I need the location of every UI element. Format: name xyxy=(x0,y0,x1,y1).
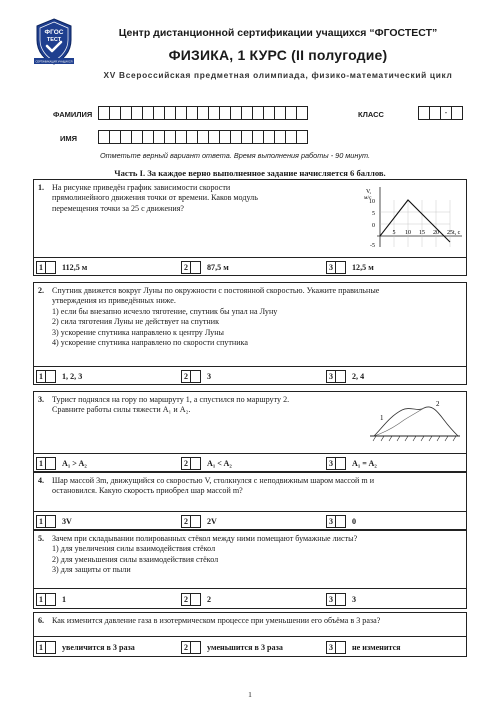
question-6-text: Как изменится давление газа в изотермическом процессе при уменьшении его объёма в 3 раза? xyxy=(52,616,381,625)
answer-checkbox[interactable] xyxy=(190,457,201,470)
class-cell[interactable] xyxy=(451,106,463,120)
answer-checkbox[interactable] xyxy=(45,641,56,654)
answer-checkbox[interactable] xyxy=(335,457,346,470)
svg-text:10: 10 xyxy=(369,199,375,205)
answer-1[interactable]: 1 1 xyxy=(36,592,66,606)
svg-text:5: 5 xyxy=(372,211,375,217)
question-1-text: На рисунке приведён график зависимости скорости прямолинейного движения точки от времени. Каков модуль перемещения точки за 25 с движения? xyxy=(52,183,258,213)
question-5-body xyxy=(34,531,466,589)
svg-text:5: 5 xyxy=(392,230,396,236)
letter-cell[interactable] xyxy=(296,130,308,144)
question-4-text: Шар массой 3m, движущийся со скоростью V, столкнулся с неподвижным шаром массой m и остановился. Какую скорость приобрел шар массой m? xyxy=(52,476,375,496)
question-1-body xyxy=(34,180,466,258)
svg-text:ТЕСТ: ТЕСТ xyxy=(46,37,62,43)
answer-checkbox[interactable] xyxy=(190,641,201,654)
question-5 xyxy=(33,530,467,609)
answer-2[interactable]: 2 2V xyxy=(181,514,217,528)
answer-1[interactable]: 1 112,5 м xyxy=(36,260,87,274)
question-4 xyxy=(33,472,467,530)
page-number: 1 xyxy=(248,690,252,699)
answer-checkbox[interactable] xyxy=(45,457,56,470)
svg-text:15: 15 xyxy=(419,230,425,236)
answer-checkbox[interactable] xyxy=(190,515,201,528)
class-cells[interactable] xyxy=(418,106,462,120)
question-3-body xyxy=(34,392,466,454)
svg-text:0: 0 xyxy=(372,223,375,229)
svg-text:25: 25 xyxy=(447,230,453,236)
answer-1[interactable]: 1 1, 2, 3 xyxy=(36,369,82,383)
answer-checkbox[interactable] xyxy=(45,370,56,383)
answer-3[interactable]: 3 12,5 м xyxy=(326,260,374,274)
answer-1[interactable]: 1 3V xyxy=(36,514,72,528)
svg-text:2: 2 xyxy=(436,400,440,408)
question-number: 5. xyxy=(38,534,45,543)
answer-checkbox[interactable] xyxy=(45,261,56,274)
mountain-routes-diagram xyxy=(368,398,462,446)
question-2-body xyxy=(34,283,466,367)
question-3 xyxy=(33,391,467,472)
class-dash: - xyxy=(440,106,452,120)
answer-checkbox[interactable] xyxy=(190,593,201,606)
answer-checkbox[interactable] xyxy=(335,261,346,274)
instruction-text: Отметьте верный вариант ответа. Время выполнения работы - 90 минут. xyxy=(100,151,371,160)
subject-title: ФИЗИКА, 1 КУРС (II полугодие) xyxy=(168,47,388,63)
class-label: КЛАСС xyxy=(358,110,384,119)
question-3-text: Турист поднялся на гору по маршруту 1, а спустился по маршруту 2. Сравните работы силы тяжести A₁ и A₂. xyxy=(52,395,290,415)
answer-1[interactable]: 1 A₁ > A₂ xyxy=(36,456,87,470)
answer-checkbox[interactable] xyxy=(335,593,346,606)
svg-text:м/с: м/с xyxy=(364,195,372,201)
question-1 xyxy=(33,179,467,276)
olympiad-subtitle: XV Всероссийская предметная олимпиада, физико-математический цикл xyxy=(103,70,453,80)
question-number: 2. xyxy=(38,286,45,295)
answer-checkbox[interactable] xyxy=(335,641,346,654)
answer-2[interactable]: 2 3 xyxy=(181,369,211,383)
question-6 xyxy=(33,612,467,657)
velocity-time-graph xyxy=(360,184,466,250)
answer-checkbox[interactable] xyxy=(45,515,56,528)
answer-checkbox[interactable] xyxy=(45,593,56,606)
answer-2[interactable]: 2 уменьшится в 3 раза xyxy=(181,640,283,654)
svg-text:1: 1 xyxy=(380,414,384,422)
question-4-body xyxy=(34,473,466,512)
answer-3[interactable]: 3 2, 4 xyxy=(326,369,364,383)
svg-text:20: 20 xyxy=(433,230,439,236)
svg-text:10: 10 xyxy=(405,230,411,236)
svg-text:V,: V, xyxy=(366,189,372,195)
question-number: 1. xyxy=(38,183,45,192)
svg-text:-5: -5 xyxy=(370,243,375,249)
name-label: ИМЯ xyxy=(60,134,78,143)
answer-3[interactable]: 3 3 xyxy=(326,592,356,606)
answer-checkbox[interactable] xyxy=(190,370,201,383)
question-5-text: Зачем при складывании полированных стёкол между ними помещают бумажные листы? 1) для увеличения силы взаимодействия стёкол 2) для уменьшения силы взаимодействия стёкол 3) для защиты от пыли xyxy=(52,534,358,575)
fgos-logo xyxy=(34,18,74,66)
question-number: 4. xyxy=(38,476,45,485)
answer-2[interactable]: 2 87,5 м xyxy=(181,260,229,274)
answer-2[interactable]: 2 A₁ < A₂ xyxy=(181,456,232,470)
answer-3[interactable]: 3 0 xyxy=(326,514,356,528)
letter-cell[interactable] xyxy=(296,106,308,120)
question-number: 6. xyxy=(38,616,45,625)
name-cells[interactable] xyxy=(98,130,307,144)
question-number: 3. xyxy=(38,395,45,404)
question-2-text: Спутник движется вокруг Луны по окружности с постоянной скоростью. Укажите правильные утверждения из приведённых ниже. 1) если бы внезапно исчезло тяготение, спутник бы упал на Луну 2) сила тяготения Луны не действует на спутник 3) ускорение спутника направлено к центру Луны 4) ускорение спутника направлено по скорости спутника xyxy=(52,286,380,348)
organization-title: Центр дистанционной сертификации учащихся “ФГОСТЕСТ” xyxy=(118,27,438,39)
answer-checkbox[interactable] xyxy=(335,515,346,528)
svg-text:ФГОС: ФГОС xyxy=(44,29,64,36)
part-title: Часть I. За каждое верно выполненное задание начисляется 6 баллов. xyxy=(114,168,386,178)
question-2 xyxy=(33,282,467,385)
answer-3[interactable]: 3 не изменится xyxy=(326,640,401,654)
answer-2[interactable]: 2 2 xyxy=(181,592,211,606)
surname-label: ФАМИЛИЯ xyxy=(53,110,93,119)
svg-text:СЕРТИФИКАЦИЯ УЧАЩИХСЯ: СЕРТИФИКАЦИЯ УЧАЩИХСЯ xyxy=(35,60,73,64)
question-6-body xyxy=(34,613,466,637)
answer-1[interactable]: 1 увеличится в 3 раза xyxy=(36,640,135,654)
surname-cells[interactable] xyxy=(98,106,307,120)
answer-checkbox[interactable] xyxy=(190,261,201,274)
svg-text:t, с: t, с xyxy=(453,230,461,236)
answer-3[interactable]: 3 A₁ = A₂ xyxy=(326,456,377,470)
answer-checkbox[interactable] xyxy=(335,370,346,383)
